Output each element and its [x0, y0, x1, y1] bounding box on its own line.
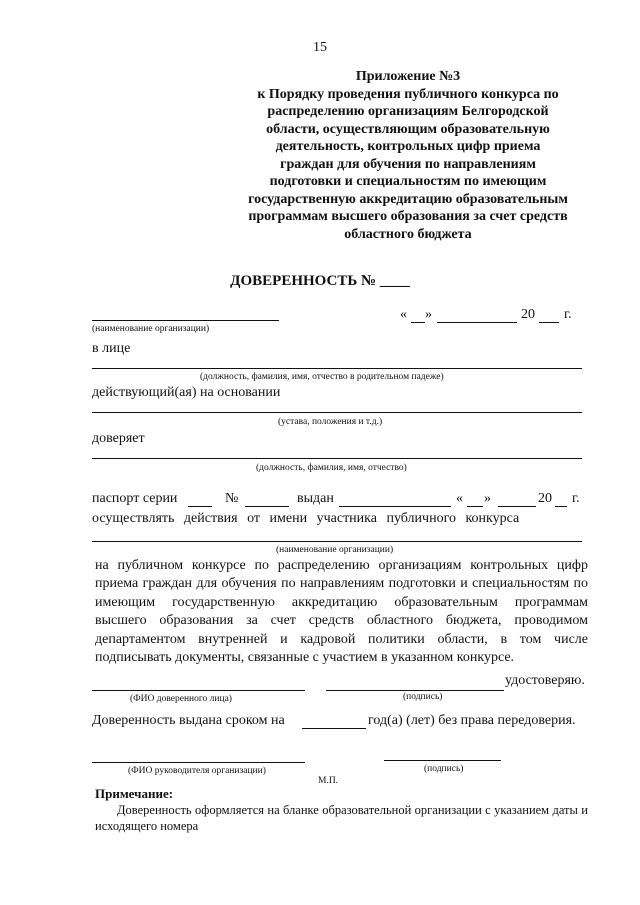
trustee-name-field[interactable]	[92, 690, 305, 691]
trusts-label: доверяет	[92, 431, 145, 446]
date-year-prefix: 20	[521, 307, 535, 322]
passport-series-field[interactable]	[188, 506, 212, 507]
appendix-heading: Приложение №3	[355, 69, 461, 84]
date-year-field[interactable]	[539, 322, 559, 323]
issue-month-field[interactable]	[498, 506, 536, 507]
stamp-label: М.П.	[318, 776, 339, 786]
person-position-caption: (должность, фамилия, имя, отчество в родительном падеже)	[200, 372, 444, 382]
issue-year-field[interactable]	[555, 506, 567, 507]
date-open-quote: «	[400, 307, 407, 322]
validity-suffix: год(а) (лет) без права передоверия.	[368, 713, 576, 728]
appendix-block	[248, 68, 568, 243]
note-heading: Примечание:	[95, 786, 174, 801]
date-day-field[interactable]	[411, 322, 425, 323]
in-person-label: в лице	[92, 341, 131, 356]
page-number: 15	[313, 40, 327, 55]
org-name-caption: (наименование организации)	[92, 324, 210, 334]
certify-label: удостоверяю.	[505, 673, 585, 688]
org-name2-caption: (наименование организации)	[276, 545, 394, 555]
date-close-quote: »	[425, 307, 432, 322]
body-paragraph: на публичном конкурсе по распределению организациям контрольных цифр приема граждан для обучения по направлениям подготовки и специальностям по имеющим государственную аккредитацию образовательным программам высшего образования за счет средств областного бюджета, проводимом департаментом внутренней и кадровой политики области, в том числе подписывать документы, связанные с участием в указанном конкурсе.	[95, 558, 588, 666]
trustee-signature-field[interactable]	[326, 690, 504, 691]
org-name2-field[interactable]	[92, 541, 582, 542]
trustee-field[interactable]	[92, 458, 582, 459]
issued-label: выдан	[297, 491, 334, 506]
issue-day-field[interactable]	[467, 506, 483, 507]
passport-number-sign: №	[225, 491, 239, 506]
passport-number-field[interactable]	[245, 506, 289, 507]
org-name-field[interactable]	[92, 320, 279, 321]
head-name-field[interactable]	[92, 762, 305, 763]
document-title: ДОВЕРЕННОСТЬ № ____	[230, 273, 410, 289]
appendix-text: к Порядку проведения публичного конкурса по распределению организациям Белгородской области, осуществляющим образовательную деятельность, контрольных цифр приема граждан для обучения по направлениям подготовки и специальностям по имеющим государственную аккредитацию образовательным программам высшего образования за счет средств областного бюджета	[248, 86, 568, 242]
basis-caption: (устава, положения и т.д.)	[278, 417, 383, 427]
issued-by-field[interactable]	[339, 506, 451, 507]
validity-term-field[interactable]	[302, 728, 366, 729]
head-signature-field[interactable]	[384, 760, 501, 761]
basis-field[interactable]	[92, 412, 582, 413]
date-year-suffix: г.	[564, 307, 572, 322]
validity-prefix: Доверенность выдана сроком на	[92, 713, 285, 728]
issue-close-quote: »	[484, 491, 491, 506]
acting-basis-label: действующий(ая) на основании	[92, 385, 281, 400]
trustee-signature-caption: (подпись)	[403, 692, 443, 702]
trustee-name-caption: (ФИО доверенного лица)	[130, 694, 232, 704]
note-text: Доверенность оформляется на бланке образовательной организации с указанием даты и исходящего номера	[95, 803, 588, 833]
date-month-field[interactable]	[437, 322, 517, 323]
passport-series-label: паспорт серии	[92, 491, 178, 506]
issue-open-quote: «	[456, 491, 463, 506]
trustee-caption: (должность, фамилия, имя, отчество)	[256, 463, 407, 473]
person-position-field[interactable]	[92, 368, 582, 369]
perform-label: осуществлять действия от имени участника публичного конкурса	[92, 511, 520, 526]
issue-year-prefix: 20	[538, 491, 552, 506]
head-signature-caption: (подпись)	[424, 764, 464, 774]
head-name-caption: (ФИО руководителя организации)	[128, 766, 266, 776]
issue-year-suffix: г.	[572, 491, 580, 506]
